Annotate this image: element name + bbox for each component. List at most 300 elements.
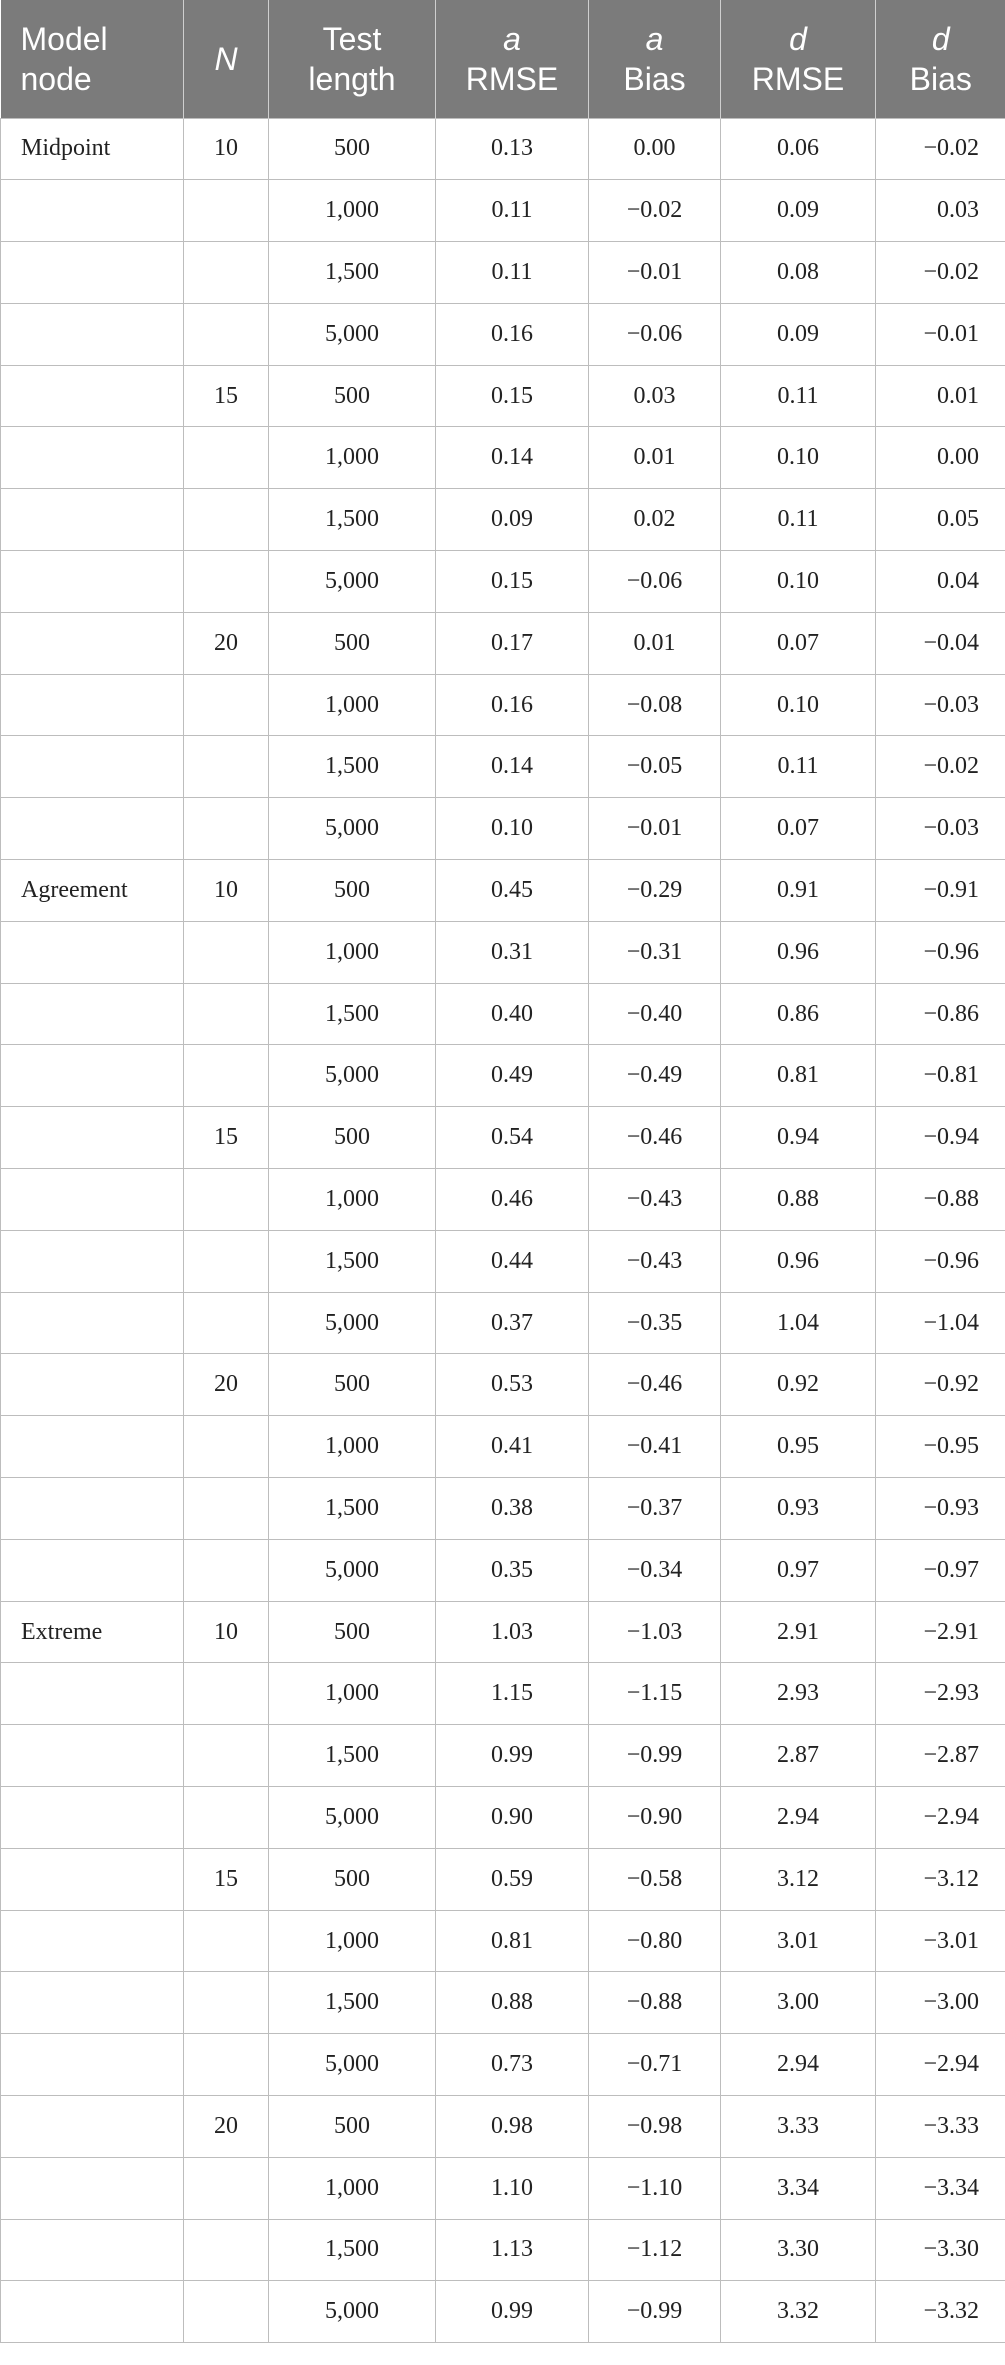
table-header	[1, 0, 1005, 118]
cell-n	[184, 1972, 269, 2034]
cell-d-rmse: 0.96	[721, 921, 876, 983]
cell-test-length: 5,000	[269, 798, 436, 860]
header-a-bias-symbol: a	[645, 20, 664, 57]
cell-test-length: 1,500	[269, 2219, 436, 2281]
cell-a-rmse: 0.10	[436, 798, 589, 860]
cell-model-node	[1, 921, 184, 983]
cell-model-node	[1, 674, 184, 736]
cell-n	[184, 2157, 269, 2219]
cell-a-bias: −0.29	[589, 860, 721, 922]
table-row	[1, 2219, 1005, 2281]
cell-test-length: 5,000	[269, 1045, 436, 1107]
cell-n: 15	[184, 365, 269, 427]
header-d-rmse	[721, 0, 876, 118]
cell-n	[184, 2034, 269, 2096]
cell-d-rmse: 0.10	[721, 427, 876, 489]
cell-model-node	[1, 2157, 184, 2219]
table-row	[1, 1601, 1005, 1663]
cell-d-rmse: 0.07	[721, 612, 876, 674]
cell-a-rmse: 0.31	[436, 921, 589, 983]
cell-a-rmse: 0.11	[436, 180, 589, 242]
cell-a-rmse: 0.35	[436, 1539, 589, 1601]
header-a-bias-label: Bias	[623, 60, 686, 97]
table-row	[1, 1416, 1005, 1478]
cell-d-bias: −0.81	[876, 1045, 1005, 1107]
cell-model-node	[1, 427, 184, 489]
table-row	[1, 983, 1005, 1045]
header-a-rmse-label: RMSE	[465, 60, 559, 97]
cell-a-rmse: 0.16	[436, 674, 589, 736]
cell-test-length: 1,500	[269, 1478, 436, 1540]
cell-a-rmse: 0.53	[436, 1354, 589, 1416]
cell-model-node	[1, 1478, 184, 1540]
cell-test-length: 1,000	[269, 427, 436, 489]
cell-d-bias: −0.96	[876, 921, 1005, 983]
cell-d-rmse: 0.81	[721, 1045, 876, 1107]
cell-a-bias: −0.31	[589, 921, 721, 983]
table-row	[1, 1230, 1005, 1292]
cell-d-bias: −0.95	[876, 1416, 1005, 1478]
cell-d-bias: −0.97	[876, 1539, 1005, 1601]
cell-n	[184, 674, 269, 736]
cell-model-node	[1, 1663, 184, 1725]
cell-test-length: 1,000	[269, 1169, 436, 1231]
cell-n	[184, 1663, 269, 1725]
table-row	[1, 1663, 1005, 1725]
cell-test-length: 5,000	[269, 551, 436, 613]
cell-d-rmse: 0.94	[721, 1107, 876, 1169]
table-row	[1, 1972, 1005, 2034]
cell-a-rmse: 0.54	[436, 1107, 589, 1169]
cell-a-rmse: 0.81	[436, 1910, 589, 1972]
cell-a-bias: 0.01	[589, 427, 721, 489]
cell-n	[184, 1292, 269, 1354]
cell-a-rmse: 0.38	[436, 1478, 589, 1540]
cell-n	[184, 983, 269, 1045]
cell-d-rmse: 3.00	[721, 1972, 876, 2034]
cell-model-node	[1, 798, 184, 860]
cell-d-bias: −0.94	[876, 1107, 1005, 1169]
cell-test-length: 1,500	[269, 489, 436, 551]
cell-d-rmse: 0.88	[721, 1169, 876, 1231]
cell-d-bias: −0.92	[876, 1354, 1005, 1416]
cell-n	[184, 489, 269, 551]
cell-a-bias: −0.06	[589, 551, 721, 613]
cell-d-rmse: 3.30	[721, 2219, 876, 2281]
cell-n	[184, 1787, 269, 1849]
cell-n: 20	[184, 612, 269, 674]
cell-model-node: Agreement	[1, 860, 184, 922]
cell-test-length: 1,000	[269, 1910, 436, 1972]
cell-d-bias: −3.12	[876, 1848, 1005, 1910]
cell-model-node	[1, 736, 184, 798]
cell-d-bias: 0.00	[876, 427, 1005, 489]
cell-d-bias: −0.02	[876, 736, 1005, 798]
cell-d-bias: −3.33	[876, 2096, 1005, 2158]
cell-d-bias: −0.93	[876, 1478, 1005, 1540]
cell-model-node	[1, 612, 184, 674]
header-test-length-line2: length	[308, 60, 396, 97]
cell-test-length: 1,500	[269, 736, 436, 798]
cell-a-bias: −0.46	[589, 1107, 721, 1169]
cell-a-bias: −0.49	[589, 1045, 721, 1107]
cell-model-node	[1, 2034, 184, 2096]
cell-d-rmse: 0.11	[721, 489, 876, 551]
cell-a-rmse: 0.41	[436, 1416, 589, 1478]
cell-a-bias: −0.43	[589, 1230, 721, 1292]
cell-a-bias: −0.01	[589, 242, 721, 304]
cell-d-rmse: 0.10	[721, 674, 876, 736]
cell-model-node	[1, 242, 184, 304]
cell-test-length: 1,500	[269, 1725, 436, 1787]
table-row	[1, 1787, 1005, 1849]
cell-d-bias: −0.03	[876, 674, 1005, 736]
cell-d-rmse: 3.01	[721, 1910, 876, 1972]
header-model-node-line1: Model	[20, 20, 108, 57]
cell-model-node	[1, 180, 184, 242]
cell-n	[184, 242, 269, 304]
cell-model-node	[1, 1787, 184, 1849]
cell-d-rmse: 2.94	[721, 2034, 876, 2096]
cell-d-rmse: 2.91	[721, 1601, 876, 1663]
cell-d-rmse: 3.34	[721, 2157, 876, 2219]
cell-test-length: 5,000	[269, 303, 436, 365]
cell-model-node	[1, 1045, 184, 1107]
cell-model-node: Extreme	[1, 1601, 184, 1663]
cell-model-node	[1, 1354, 184, 1416]
cell-a-rmse: 1.10	[436, 2157, 589, 2219]
cell-d-rmse: 0.11	[721, 736, 876, 798]
cell-n	[184, 2281, 269, 2343]
cell-test-length: 500	[269, 1354, 436, 1416]
table-row	[1, 118, 1005, 180]
cell-d-bias: −0.04	[876, 612, 1005, 674]
cell-d-bias: −3.34	[876, 2157, 1005, 2219]
cell-d-rmse: 1.04	[721, 1292, 876, 1354]
table-row	[1, 1848, 1005, 1910]
cell-n	[184, 798, 269, 860]
cell-n	[184, 1045, 269, 1107]
cell-model-node	[1, 1725, 184, 1787]
cell-a-rmse: 0.73	[436, 2034, 589, 2096]
table-row	[1, 1725, 1005, 1787]
cell-test-length: 500	[269, 1107, 436, 1169]
cell-a-bias: −0.40	[589, 983, 721, 1045]
cell-d-bias: 0.01	[876, 365, 1005, 427]
cell-n	[184, 303, 269, 365]
table-row	[1, 180, 1005, 242]
cell-a-rmse: 0.14	[436, 427, 589, 489]
cell-a-rmse: 0.98	[436, 2096, 589, 2158]
cell-model-node	[1, 2281, 184, 2343]
cell-n	[184, 180, 269, 242]
cell-d-rmse: 0.95	[721, 1416, 876, 1478]
table-row	[1, 2281, 1005, 2343]
cell-a-bias: −0.35	[589, 1292, 721, 1354]
cell-a-bias: −0.02	[589, 180, 721, 242]
header-row	[1, 0, 1005, 118]
table-row	[1, 242, 1005, 304]
cell-model-node	[1, 551, 184, 613]
table-row	[1, 921, 1005, 983]
cell-d-rmse: 2.93	[721, 1663, 876, 1725]
cell-a-bias: −0.06	[589, 303, 721, 365]
cell-a-bias: −0.08	[589, 674, 721, 736]
cell-a-rmse: 0.16	[436, 303, 589, 365]
cell-n	[184, 921, 269, 983]
cell-test-length: 1,500	[269, 242, 436, 304]
table-row	[1, 427, 1005, 489]
cell-d-bias: −2.93	[876, 1663, 1005, 1725]
cell-model-node	[1, 1910, 184, 1972]
cell-test-length: 1,000	[269, 1416, 436, 1478]
cell-n	[184, 1416, 269, 1478]
cell-d-rmse: 3.12	[721, 1848, 876, 1910]
cell-d-rmse: 0.09	[721, 180, 876, 242]
cell-test-length: 500	[269, 612, 436, 674]
header-test-length-line1: Test	[322, 20, 382, 57]
cell-n: 20	[184, 2096, 269, 2158]
cell-model-node	[1, 1169, 184, 1231]
cell-a-rmse: 1.13	[436, 2219, 589, 2281]
cell-test-length: 1,500	[269, 1972, 436, 2034]
cell-model-node	[1, 303, 184, 365]
header-d-rmse-symbol: d	[789, 20, 807, 57]
cell-model-node	[1, 1107, 184, 1169]
cell-d-rmse: 0.07	[721, 798, 876, 860]
cell-a-rmse: 0.37	[436, 1292, 589, 1354]
cell-a-rmse: 0.45	[436, 860, 589, 922]
cell-n	[184, 1910, 269, 1972]
cell-d-bias: −0.02	[876, 118, 1005, 180]
table-row	[1, 1045, 1005, 1107]
cell-d-bias: −0.03	[876, 798, 1005, 860]
cell-a-rmse: 0.59	[436, 1848, 589, 1910]
cell-d-rmse: 0.11	[721, 365, 876, 427]
table-row	[1, 1169, 1005, 1231]
table-row	[1, 1910, 1005, 1972]
cell-a-rmse: 0.13	[436, 118, 589, 180]
cell-a-rmse: 0.17	[436, 612, 589, 674]
cell-a-rmse: 0.40	[436, 983, 589, 1045]
cell-a-bias: 0.00	[589, 118, 721, 180]
cell-d-bias: 0.03	[876, 180, 1005, 242]
table-row	[1, 2157, 1005, 2219]
cell-d-rmse: 0.10	[721, 551, 876, 613]
cell-d-bias: −0.88	[876, 1169, 1005, 1231]
cell-a-bias: 0.03	[589, 365, 721, 427]
cell-test-length: 500	[269, 2096, 436, 2158]
cell-d-rmse: 3.33	[721, 2096, 876, 2158]
cell-model-node	[1, 1539, 184, 1601]
cell-test-length: 5,000	[269, 2034, 436, 2096]
cell-n	[184, 1539, 269, 1601]
header-d-bias	[876, 0, 1005, 118]
cell-n	[184, 1478, 269, 1540]
cell-a-rmse: 0.49	[436, 1045, 589, 1107]
header-model-node	[1, 0, 184, 118]
cell-a-rmse: 0.88	[436, 1972, 589, 2034]
header-a-rmse-symbol: a	[503, 20, 521, 57]
cell-test-length: 500	[269, 1848, 436, 1910]
cell-a-bias: 0.02	[589, 489, 721, 551]
cell-a-bias: −0.99	[589, 1725, 721, 1787]
cell-a-rmse: 0.44	[436, 1230, 589, 1292]
cell-d-bias: −2.87	[876, 1725, 1005, 1787]
cell-a-bias: −0.99	[589, 2281, 721, 2343]
cell-a-bias: −1.12	[589, 2219, 721, 2281]
cell-d-bias: −1.04	[876, 1292, 1005, 1354]
cell-a-bias: −0.98	[589, 2096, 721, 2158]
header-a-rmse	[436, 0, 589, 118]
header-a-bias	[589, 0, 721, 118]
cell-test-length: 500	[269, 365, 436, 427]
cell-a-bias: −1.15	[589, 1663, 721, 1725]
table-row	[1, 489, 1005, 551]
cell-test-length: 5,000	[269, 1539, 436, 1601]
cell-n: 15	[184, 1107, 269, 1169]
cell-d-bias: −2.94	[876, 1787, 1005, 1849]
cell-n	[184, 551, 269, 613]
cell-test-length: 1,000	[269, 2157, 436, 2219]
cell-d-rmse: 2.94	[721, 1787, 876, 1849]
cell-a-bias: −0.01	[589, 798, 721, 860]
cell-d-rmse: 0.96	[721, 1230, 876, 1292]
cell-d-bias: −0.02	[876, 242, 1005, 304]
cell-test-length: 1,000	[269, 1663, 436, 1725]
cell-d-bias: −0.01	[876, 303, 1005, 365]
cell-d-rmse: 0.92	[721, 1354, 876, 1416]
cell-d-bias: −3.00	[876, 1972, 1005, 2034]
cell-a-rmse: 0.09	[436, 489, 589, 551]
cell-a-bias: −0.58	[589, 1848, 721, 1910]
cell-a-bias: 0.01	[589, 612, 721, 674]
cell-d-rmse: 3.32	[721, 2281, 876, 2343]
cell-a-rmse: 0.15	[436, 551, 589, 613]
table-row	[1, 1478, 1005, 1540]
header-d-rmse-label: RMSE	[751, 60, 845, 97]
header-test-length	[269, 0, 436, 118]
table-row	[1, 2096, 1005, 2158]
cell-n	[184, 1169, 269, 1231]
table-row	[1, 365, 1005, 427]
cell-d-rmse: 0.08	[721, 242, 876, 304]
cell-d-bias: 0.05	[876, 489, 1005, 551]
cell-a-bias: −0.41	[589, 1416, 721, 1478]
cell-n	[184, 427, 269, 489]
table-row	[1, 551, 1005, 613]
cell-test-length: 500	[269, 1601, 436, 1663]
table-row	[1, 798, 1005, 860]
table-row	[1, 1107, 1005, 1169]
cell-a-bias: −0.71	[589, 2034, 721, 2096]
cell-model-node	[1, 1416, 184, 1478]
cell-n	[184, 2219, 269, 2281]
cell-d-bias: −0.96	[876, 1230, 1005, 1292]
cell-a-rmse: 0.90	[436, 1787, 589, 1849]
cell-a-bias: −0.88	[589, 1972, 721, 2034]
cell-test-length: 5,000	[269, 1292, 436, 1354]
cell-n: 15	[184, 1848, 269, 1910]
cell-a-bias: −0.80	[589, 1910, 721, 1972]
cell-d-rmse: 0.97	[721, 1539, 876, 1601]
cell-a-bias: −0.37	[589, 1478, 721, 1540]
header-d-bias-label: Bias	[909, 60, 972, 97]
cell-n: 10	[184, 118, 269, 180]
cell-a-bias: −0.90	[589, 1787, 721, 1849]
cell-model-node	[1, 1292, 184, 1354]
cell-model-node	[1, 365, 184, 427]
cell-test-length: 1,500	[269, 1230, 436, 1292]
cell-model-node	[1, 2096, 184, 2158]
cell-a-bias: −0.43	[589, 1169, 721, 1231]
cell-test-length: 1,500	[269, 983, 436, 1045]
cell-d-rmse: 0.91	[721, 860, 876, 922]
table-row	[1, 303, 1005, 365]
cell-a-rmse: 0.99	[436, 1725, 589, 1787]
cell-d-bias: 0.04	[876, 551, 1005, 613]
cell-d-bias: −3.30	[876, 2219, 1005, 2281]
cell-a-bias: −0.05	[589, 736, 721, 798]
cell-test-length: 1,000	[269, 180, 436, 242]
cell-a-bias: −1.10	[589, 2157, 721, 2219]
cell-a-rmse: 1.03	[436, 1601, 589, 1663]
cell-d-rmse: 2.87	[721, 1725, 876, 1787]
cell-test-length: 500	[269, 860, 436, 922]
cell-test-length: 5,000	[269, 1787, 436, 1849]
cell-model-node	[1, 1972, 184, 2034]
table-row	[1, 736, 1005, 798]
cell-n: 10	[184, 860, 269, 922]
cell-n	[184, 1230, 269, 1292]
cell-d-rmse: 0.86	[721, 983, 876, 1045]
cell-a-rmse: 0.11	[436, 242, 589, 304]
table-body	[1, 118, 1005, 2343]
cell-n: 20	[184, 1354, 269, 1416]
cell-a-rmse: 0.15	[436, 365, 589, 427]
cell-d-bias: −2.91	[876, 1601, 1005, 1663]
table-row	[1, 674, 1005, 736]
cell-model-node	[1, 1848, 184, 1910]
cell-n	[184, 736, 269, 798]
cell-d-rmse: 0.06	[721, 118, 876, 180]
cell-model-node	[1, 2219, 184, 2281]
cell-test-length: 5,000	[269, 2281, 436, 2343]
cell-test-length: 1,000	[269, 921, 436, 983]
table-row	[1, 612, 1005, 674]
cell-model-node: Midpoint	[1, 118, 184, 180]
cell-model-node	[1, 489, 184, 551]
cell-a-bias: −0.34	[589, 1539, 721, 1601]
cell-n: 10	[184, 1601, 269, 1663]
cell-test-length: 500	[269, 118, 436, 180]
cell-a-bias: −0.46	[589, 1354, 721, 1416]
cell-d-bias: −2.94	[876, 2034, 1005, 2096]
cell-d-rmse: 0.09	[721, 303, 876, 365]
cell-test-length: 1,000	[269, 674, 436, 736]
header-n	[184, 0, 269, 118]
cell-model-node	[1, 983, 184, 1045]
cell-a-rmse: 0.46	[436, 1169, 589, 1231]
cell-n	[184, 1725, 269, 1787]
cell-d-bias: −0.86	[876, 983, 1005, 1045]
cell-a-rmse: 0.99	[436, 2281, 589, 2343]
header-model-node-line2: node	[20, 60, 92, 97]
table-row	[1, 860, 1005, 922]
cell-a-rmse: 0.14	[436, 736, 589, 798]
cell-a-bias: −1.03	[589, 1601, 721, 1663]
table-row	[1, 1539, 1005, 1601]
